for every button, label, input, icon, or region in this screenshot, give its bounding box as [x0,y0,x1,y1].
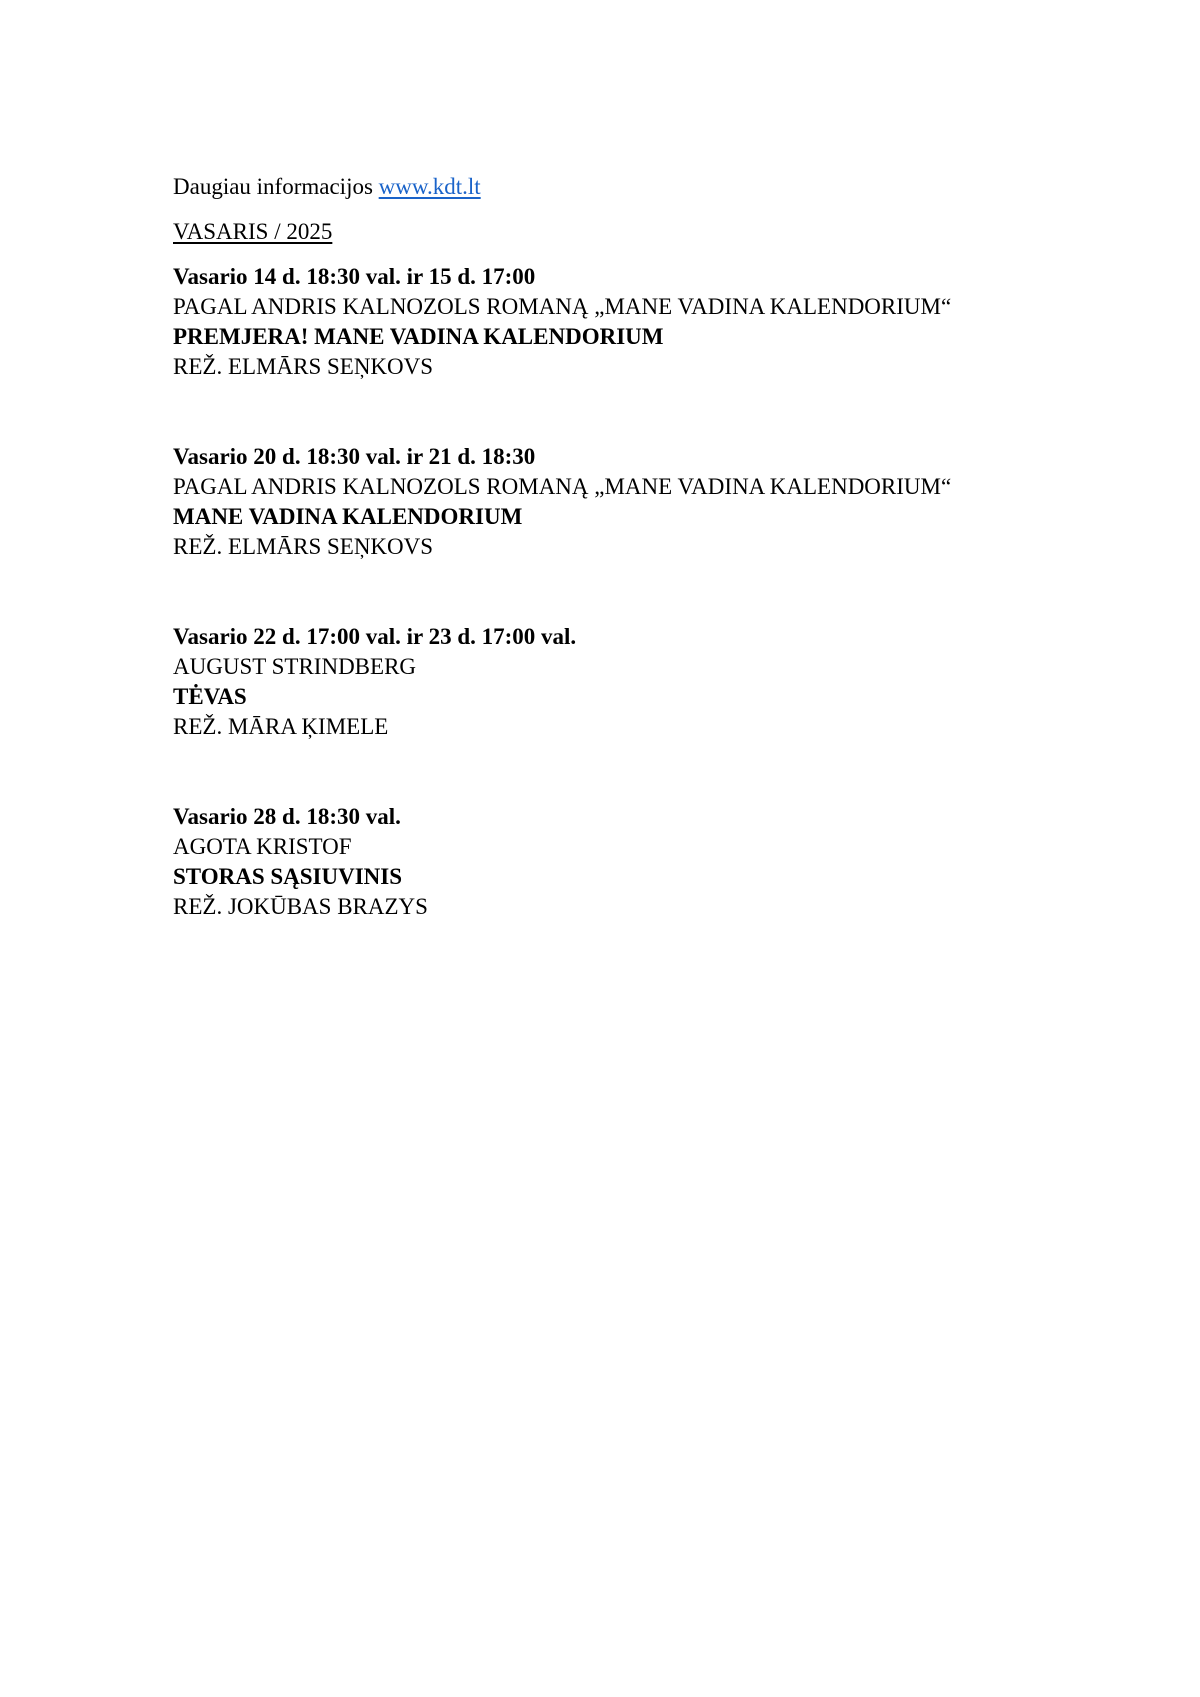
event-author: AGOTA KRISTOF [173,834,352,859]
event-director: REŽ. MĀRA ĶIMELE [173,714,389,739]
more-info-line [173,172,1133,202]
event-date: Vasario 22 d. 17:00 val. ir 23 d. 17:00 val. [173,624,577,649]
document-content [173,172,1133,982]
event-author: PAGAL ANDRIS KALNOZOLS ROMANĄ „MANE VADINA KALENDORIUM“ [173,294,952,319]
event-director: REŽ. ELMĀRS SEŅKOVS [173,534,434,559]
event-item [173,622,1133,802]
event-item [173,802,1133,982]
month-label: VASARIS / 2025 [173,219,333,244]
event-title: TĖVAS [173,684,247,709]
more-info-label: Daugiau informacijos [173,174,373,199]
event-title: MANE VADINA KALENDORIUM [173,504,523,529]
event-title: STORAS SĄSIUVINIS [173,864,403,889]
event-item [173,262,1133,442]
event-date: Vasario 20 d. 18:30 val. ir 21 d. 18:30 [173,444,536,469]
event-author: PAGAL ANDRIS KALNOZOLS ROMANĄ „MANE VADINA KALENDORIUM“ [173,474,952,499]
event-item [173,442,1133,622]
month-heading [173,217,1133,247]
event-director: REŽ. ELMĀRS SEŅKOVS [173,354,434,379]
event-date: Vasario 28 d. 18:30 val. [173,804,401,829]
event-title: PREMJERA! MANE VADINA KALENDORIUM [173,324,664,349]
event-director: REŽ. JOKŪBAS BRAZYS [173,894,428,919]
event-list [173,262,1133,982]
event-date: Vasario 14 d. 18:30 val. ir 15 d. 17:00 [173,264,536,289]
event-author: AUGUST STRINDBERG [173,654,417,679]
website-link[interactable]: www.kdt.lt [378,174,481,199]
